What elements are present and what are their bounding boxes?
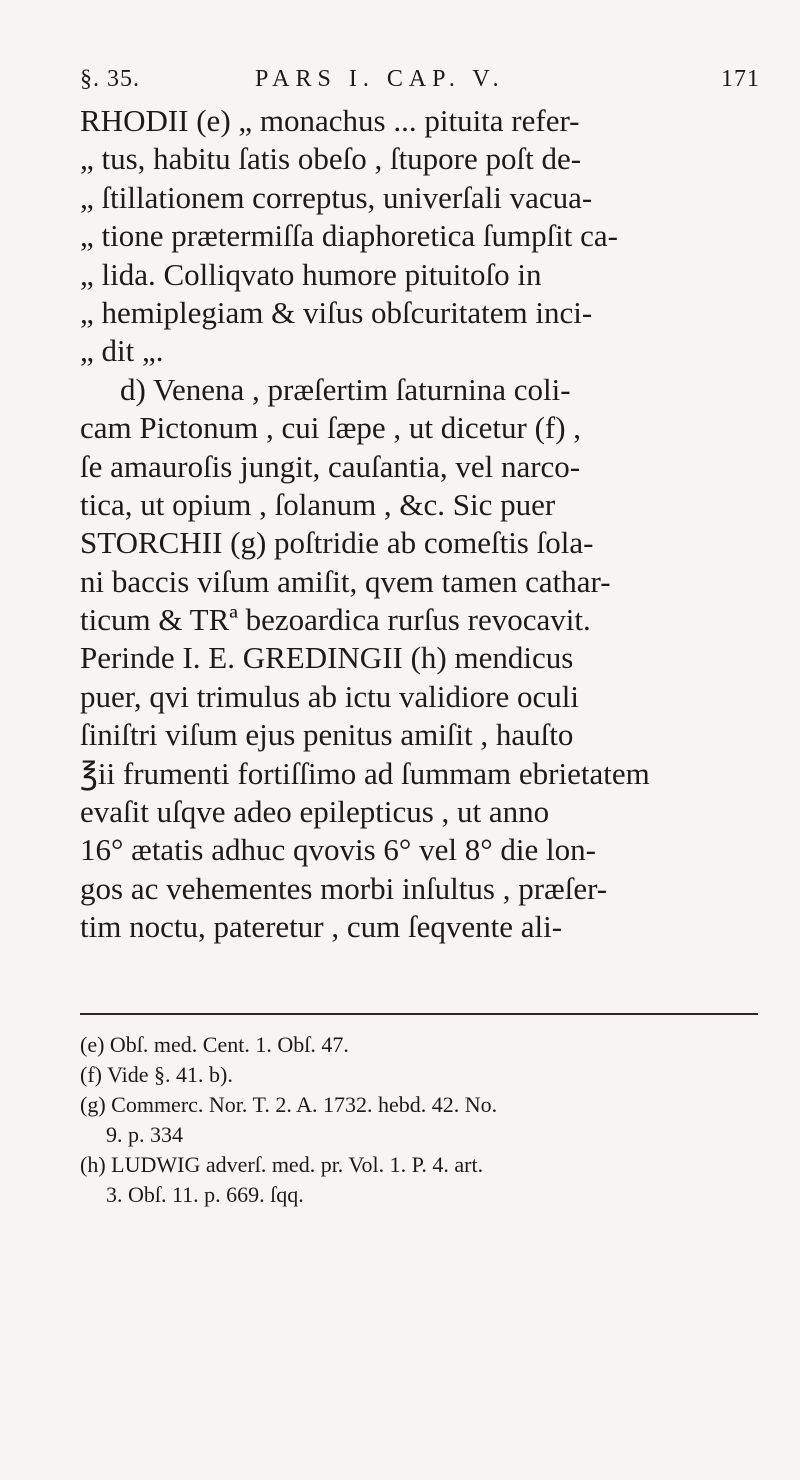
footnote-g: (g) Commerc. Nor. T. 2. A. 1732. hebd. 42. No.	[80, 1092, 498, 1117]
running-header	[80, 66, 760, 96]
footnote-divider	[80, 1013, 758, 1015]
main-text	[80, 102, 770, 947]
running-title: PARS I. CAP. V.	[255, 66, 505, 92]
text-line: evaſit uſqve adeo epilepticus , ut anno	[80, 794, 550, 830]
text-line: ſiniſtri viſum ejus penitus amiſit , hauſto	[80, 717, 574, 753]
text-line: „ tione prætermiſſa diaphoretica ſumpſit ca-	[80, 218, 619, 254]
text-line: „ tus, habitu ſatis obeſo , ſtupore poſt de-	[80, 141, 582, 177]
text-line: ticum & TRª bezoardica rurſus revocavit.	[80, 602, 591, 638]
text-line: 16° ætatis adhuc qvovis 6° vel 8° die lon-	[80, 832, 596, 868]
footnote-g-continued: 9. p. 334	[106, 1122, 183, 1147]
text-line: Perinde I. E. GREDINGII (h) mendicus	[80, 640, 574, 676]
footnote-e: (e) Obſ. med. Cent. 1. Obſ. 47.	[80, 1032, 349, 1057]
text-line: „ hemiplegiam & viſus obſcuritatem inci-	[80, 294, 593, 330]
footnote-h-continued: 3. Obſ. 11. p. 669. ſqq.	[106, 1182, 304, 1207]
text-line: d) Venena , præſertim ſaturnina coli-	[120, 371, 571, 407]
text-line: gos ac vehementes morbi inſultus , præſer-	[80, 870, 608, 906]
footnote-f: (f) Vide §. 41. b).	[80, 1062, 233, 1087]
text-line: STORCHII (g) poſtridie ab comeſtis ſola-	[80, 525, 594, 561]
text-line: puer, qvi trimulus ab ictu validiore oculi	[80, 678, 579, 714]
text-line: ſe amauroſis jungit, cauſantia, vel narco-	[80, 448, 581, 484]
text-line: tica, ut opium , ſolanum , &c. Sic puer	[80, 486, 556, 522]
page-number: 171	[721, 66, 760, 92]
text-line: „ ſtillationem correptus, univerſali vacua-	[80, 179, 593, 215]
text-line: cam Pictonum , cui ſæpe , ut dicetur (f) ,	[80, 410, 582, 446]
text-line: ni baccis viſum amiſit, qvem tamen cathar-	[80, 563, 611, 599]
footnotes	[80, 1030, 770, 1210]
text-line: RHODII (e) „ monachus ... pituita refer-	[80, 103, 580, 138]
text-line: ℥ii frumenti fortiſſimo ad ſummam ebrietatem	[80, 755, 650, 791]
section-number: §. 35.	[80, 66, 140, 92]
text-line: tim noctu, pateretur , cum ſeqvente ali-	[80, 909, 563, 945]
text-line: „ dit „.	[80, 333, 164, 369]
footnote-h: (h) LUDWIG adverſ. med. pr. Vol. 1. P. 4. art.	[80, 1152, 484, 1177]
text-line: „ lida. Colliqvato humore pituitoſo in	[80, 256, 542, 292]
